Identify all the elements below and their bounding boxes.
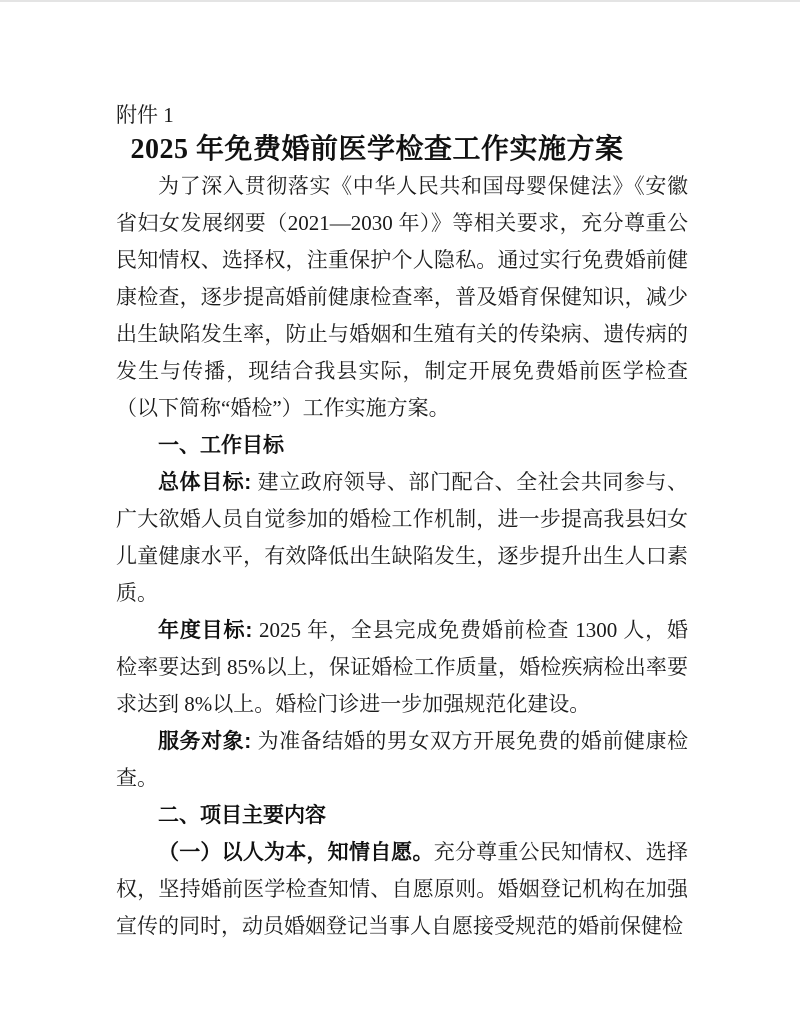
section1-heading: 一、工作目标 [158, 434, 284, 457]
section2-heading: 二、项目主要内容 [158, 804, 326, 827]
overall-goal-text: 建立政府领导、部门配合、全社会共同参与、广大欲婚人员自觉参加的婚检工作机制，进一步提高我县妇女儿童健康水平，有效降低出生缺陷发生，逐步提升出生人口素质。 [116, 470, 689, 605]
document-title: 2025 年免费婚前医学检查工作实施方案 [130, 134, 624, 165]
section2-item1-paragraph [116, 834, 688, 945]
service-target-label: 服务对象: [158, 730, 258, 753]
annual-goal-text: 2025 年，全县完成免费婚前检查 1300 人，婚检率要达到 85%以上，保证婚检工作质量，婚检疾病检出率要求达到 8%以上。婚检门诊进一步加强规范化建设。 [116, 618, 688, 716]
overall-goal-label: 总体目标: [158, 471, 258, 494]
service-target-text: 为准备结婚的男女双方开展免费的婚前健康检查。 [116, 729, 689, 790]
annual-goal-paragraph [116, 612, 688, 723]
overall-goal-paragraph [116, 464, 688, 612]
service-target-paragraph [116, 723, 688, 797]
section2-item1-text: 充分尊重公民知情权、选择权，坚持婚前医学检查知情、自愿原则。婚姻登记机构在加强宣传的同时，动员婚姻登记当事人自愿接受规范的婚前保健检 [116, 840, 689, 938]
document-content [116, 0, 688, 945]
attachment-label: 附件 1 [116, 103, 174, 127]
annual-goal-label: 年度目标: [158, 619, 260, 642]
section2-item1-label: （一）以人为本，知情自愿。 [158, 841, 434, 864]
intro-paragraph: 为了深入贯彻落实《中华人民共和国母婴保健法》《安徽省妇女发展纲要（2021—2030 年）》等相关要求，充分尊重公民知情权、选择权，注重保护个人隐私。通过实行免费婚前健康检查，逐步提高婚前健康检查率，普及婚育保健知识，减少出生缺陷发生率，防止与婚姻和生殖有关的传染病、遗传病的发生与传播，现结合我县实际，制定开展免费婚前医学检查（以下简称“婚检”）工作实施方案。 [116, 174, 688, 420]
